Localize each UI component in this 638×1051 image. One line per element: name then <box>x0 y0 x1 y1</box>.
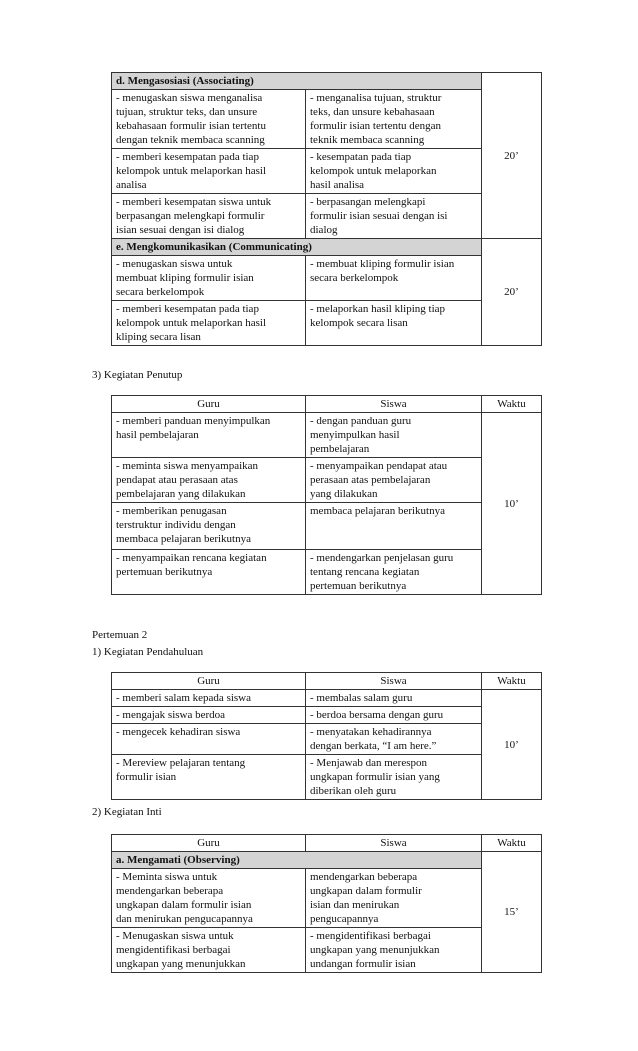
table-inti-lanjutan <box>111 72 542 346</box>
section-header-associating: d. Mengasosiasi (Associating) <box>112 73 482 90</box>
table-row <box>112 690 542 707</box>
table-row <box>112 755 542 800</box>
guru-cell: - mengajak siswa berdoa <box>112 707 306 724</box>
time-cell: 20’ <box>482 239 542 346</box>
table-row <box>112 503 542 550</box>
col-header-waktu: Waktu <box>482 673 542 690</box>
guru-cell: - memberikan penugasan terstruktur individu dengan membaca pelajaran berikutnya <box>112 503 306 550</box>
table-header-row <box>112 835 542 852</box>
section-header-row <box>112 852 542 869</box>
siswa-cell: - berdoa bersama dengan guru <box>306 707 482 724</box>
guru-cell: - memberi kesempatan siswa untuk berpasangan melengkapi formulir isian sesuai dengan isi dialog <box>112 194 306 239</box>
table-row <box>112 194 542 239</box>
table-pendahuluan <box>111 672 542 800</box>
guru-cell: - mengecek kehadiran siswa <box>112 724 306 755</box>
siswa-cell: membaca pelajaran berikutnya <box>306 503 482 550</box>
table-row <box>112 458 542 503</box>
table-row <box>112 301 542 346</box>
time-cell: 10’ <box>482 690 542 800</box>
guru-cell: - Menugaskan siswa untuk mengidentifikasi berbagai ungkapan yang menunjukkan <box>112 928 306 973</box>
section-header-observing: a. Mengamati (Observing) <box>112 852 482 869</box>
table-inti <box>111 834 542 973</box>
guru-cell: - menugaskan siswa menganalisa tujuan, struktur teks, dan unsure kebahasaan formulir isian tertentu dengan teknik membaca scanning <box>112 90 306 149</box>
table-row <box>112 869 542 928</box>
guru-cell: - menugaskan siswa untuk membuat kliping formulir isian secara berkelompok <box>112 256 306 301</box>
time-cell: 15’ <box>482 852 542 973</box>
heading-kegiatan-inti: 2) Kegiatan Inti <box>92 806 162 818</box>
table-row <box>112 149 542 194</box>
guru-cell: - menyampaikan rencana kegiatan pertemuan berikutnya <box>112 550 306 595</box>
col-header-waktu: Waktu <box>482 835 542 852</box>
table-header-row <box>112 396 542 413</box>
table-row <box>112 550 542 595</box>
col-header-guru: Guru <box>112 835 306 852</box>
siswa-cell: - mengidentifikasi berbagai ungkapan yang menunjukkan undangan formulir isian <box>306 928 482 973</box>
table-header-row <box>112 673 542 690</box>
siswa-cell: - menyampaikan pendapat atau perasaan atas pembelajaran yang dilakukan <box>306 458 482 503</box>
guru-cell: - Mereview pelajaran tentang formulir isian <box>112 755 306 800</box>
heading-pertemuan-2: Pertemuan 2 <box>92 629 148 641</box>
table-row <box>112 90 542 149</box>
col-header-siswa: Siswa <box>306 835 482 852</box>
section-header-communicating: e. Mengkomunikasikan (Communicating) <box>112 239 482 256</box>
guru-cell: - Meminta siswa untuk mendengarkan beberapa ungkapan dalam formulir isian dan menirukan pengucapannya <box>112 869 306 928</box>
table-penutup <box>111 395 542 595</box>
section-header-row <box>112 73 542 90</box>
guru-cell: - meminta siswa menyampaikan pendapat atau perasaan atas pembelajaran yang dilakukan <box>112 458 306 503</box>
heading-kegiatan-penutup: 3) Kegiatan Penutup <box>92 369 183 381</box>
siswa-cell: - Menjawab dan merespon ungkapan formulir isian yang diberikan oleh guru <box>306 755 482 800</box>
time-cell: 20’ <box>482 73 542 239</box>
siswa-cell: - mendengarkan penjelasan guru tentang rencana kegiatan pertemuan berikutnya <box>306 550 482 595</box>
siswa-cell: - melaporkan hasil kliping tiap kelompok secara lisan <box>306 301 482 346</box>
table-row <box>112 413 542 458</box>
col-header-guru: Guru <box>112 673 306 690</box>
table-row <box>112 928 542 973</box>
table-row <box>112 256 542 301</box>
col-header-waktu: Waktu <box>482 396 542 413</box>
siswa-cell: - dengan panduan guru menyimpulkan hasil pembelajaran <box>306 413 482 458</box>
siswa-cell: - menganalisa tujuan, struktur teks, dan unsure kebahasaan formulir isian tertentu dengan teknik membaca scanning <box>306 90 482 149</box>
guru-cell: - memberi panduan menyimpulkan hasil pembelajaran <box>112 413 306 458</box>
guru-cell: - memberi salam kepada siswa <box>112 690 306 707</box>
table-row <box>112 707 542 724</box>
siswa-cell: mendengarkan beberapa ungkapan dalam formulir isian dan menirukan pengucapannya <box>306 869 482 928</box>
time-cell: 10’ <box>482 413 542 595</box>
siswa-cell: - berpasangan melengkapi formulir isian sesuai dengan isi dialog <box>306 194 482 239</box>
col-header-siswa: Siswa <box>306 396 482 413</box>
siswa-cell: - menyatakan kehadirannya dengan berkata, “I am here.” <box>306 724 482 755</box>
guru-cell: - memberi kesempatan pada tiap kelompok untuk melaporkan hasil analisa <box>112 149 306 194</box>
siswa-cell: - membuat kliping formulir isian secara berkelompok <box>306 256 482 301</box>
col-header-guru: Guru <box>112 396 306 413</box>
siswa-cell: - kesempatan pada tiap kelompok untuk melaporkan hasil analisa <box>306 149 482 194</box>
siswa-cell: - membalas salam guru <box>306 690 482 707</box>
section-header-row <box>112 239 542 256</box>
col-header-siswa: Siswa <box>306 673 482 690</box>
table-row <box>112 724 542 755</box>
heading-kegiatan-pendahuluan: 1) Kegiatan Pendahuluan <box>92 646 204 658</box>
guru-cell: - memberi kesempatan pada tiap kelompok untuk melaporkan hasil kliping secara lisan <box>112 301 306 346</box>
